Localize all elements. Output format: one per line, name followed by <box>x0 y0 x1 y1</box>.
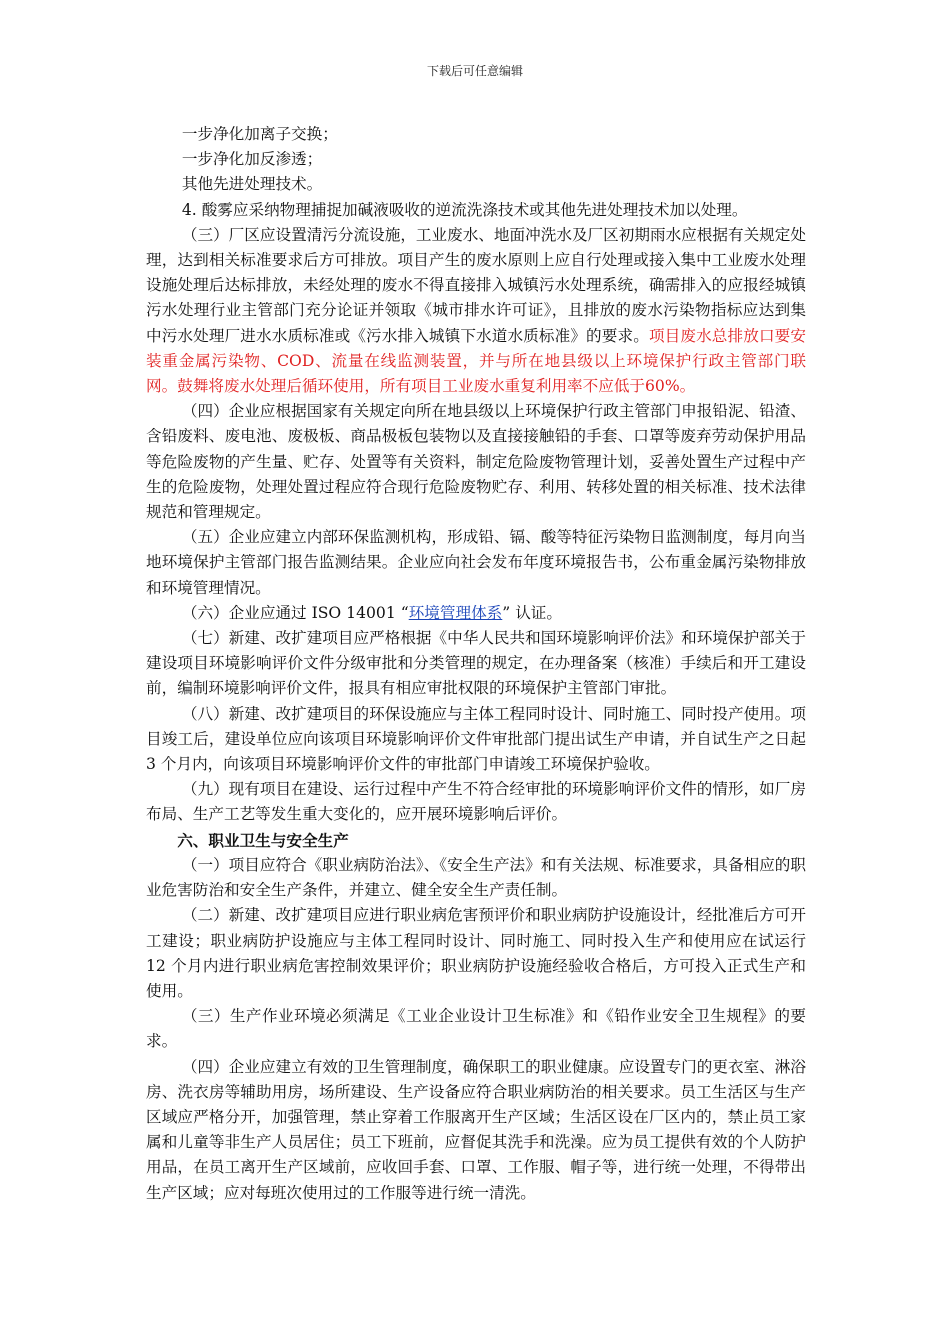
list-item: 4. 酸雾应采纳物理捕捉加碱液吸收的逆流洗涤技术或其他先进处理技术加以处理。 <box>181 200 748 219</box>
paragraph-occupational-law: （一）项目应符合《职业病防治法》、《安全生产法》和有关法规、标准要求，具备相应的职业危害防治和安全生产条件，并建立、健全安全生产责任制。 <box>146 855 806 900</box>
paragraph-monitoring: （五）企业应建立内部环保监测机构，形成铅、镉、酸等特征污染物日监测制度，每月向当地环境保护主管部门报告监测结果。企业应向社会发布年度环境报告书，公布重金属污染物排放和环境管理情况。 <box>146 528 806 597</box>
highlighted-text: 项目废水总排放口要安装重金属污染物、COD、流量在线监测装置，并与所在地县级以上环境保护行政主管部门联网。鼓舞将废水处理后循环使用，所有项目工业废水重复利用率不应低于60%。 <box>146 326 806 396</box>
paragraph-work-environment: （三）生产作业环境必须满足《工业企业设计卫生标准》和《铅作业安全卫生规程》的要求。 <box>146 1007 806 1051</box>
section-heading: 六、职业卫生与安全生产 <box>177 830 349 850</box>
paragraph-hygiene: （四）企业应建立有效的卫生管理制度，确保职工的职业健康。应设置专门的更衣室、淋浴房、洗衣房等辅助用房，场所建设、生产设备应符合职业病防治的相关要求。员工生活区与生产区域应严格分开，加强管理，禁止穿着工作服离开生产区域；生活区设在厂区内的，禁止员工家属和儿童等非生产人员居住；员工下班前，应督促其洗手和洗澡。应为员工提供有效的个人防护用品，在员工离开生产区域前，应收回手套、口罩、工作服、帽子等，进行统一处理，不得带出生产区域；应对每班次使用过的工作服等进行统一清洗。 <box>146 1057 806 1202</box>
paragraph-eia: （七）新建、改扩建项目应严格根据《中华人民共和国环境影响评价法》和环境保护部关于建设项目环境影响评价文件分级审批和分类管理的规定，在办理备案（核准）手续后和开工建设前，编制环境影响评价文件，报具有相应审批权限的环境保护主管部门审批。 <box>146 629 806 698</box>
paragraph-acceptance: （八）新建、改扩建项目的环保设施应与主体工程同时设计、同时施工、同时投产使用。项目竣工后，建设单位应向该项目环境影响评价文件审批部门提出试生产申请，并自试生产之日起 3 个月内，向该项目环境影响评价文件的审批部门申请竣工环境保护验收。 <box>146 704 806 774</box>
paragraph-post-evaluation: （九）现有项目在建设、运行过程中产生不符合经审批的环境影响评价文件的情形，如厂房布局、生产工艺等发生重大变化的，应开展环境影响后评价。 <box>146 780 806 824</box>
page-header: 下载后可任意编辑 <box>426 64 523 78</box>
list-item: 一步净化加离子交换； <box>181 125 338 143</box>
list-item: 其他先进处理技术。 <box>181 175 323 194</box>
paragraph-wastewater <box>146 223 806 399</box>
paragraph-hazardous-waste: （四）企业应根据国家有关规定向所在地县级以上环境保护行政主管部门申报铅泥、铅渣、含铅废料、废电池、废极板、商品极板包装物以及直接接触铅的手套、口罩等废弃劳动保护用品等危险废物的产生量、贮存、处置等有关资料，制定危险废物管理计划，妥善处置生产过程中产生的危险废物，处理处置过程应符合现行危险废物贮存、利用、转移处置的相关标准、技术法律规范和管理规定。 <box>146 402 806 522</box>
document-body <box>146 122 806 1206</box>
ems-link[interactable]: 环境管理体系 <box>408 603 503 622</box>
paragraph-text: （六）企业应通过 ISO 14001 “ <box>181 603 409 622</box>
paragraph-iso <box>146 601 806 626</box>
paragraph-occupational-design: （二）新建、改扩建项目应进行职业病危害预评价和职业病防护设施设计，经批准后方可开工建设；职业病防护设施应与主体工程同时设计、同时施工、同时投入生产和使用应在试运行 12 个月内进行职业病危害控制效果评价；职业病防护设施经验收合格后，方可投入正式生产和使用。 <box>146 906 806 1000</box>
paragraph-text: （三）厂区应设置清污分流设施，工业废水、地面冲洗水及厂区初期雨水应根据有关规定处理，达到相关标准要求后方可排放。项目产生的废水原则上应自行处理或接入集中工业废水处理设施处理后达标排放，未经处理的废水不得直接排入城镇污水处理系统，确需排入的应报经城镇污水处理行业主管部门充分论证并领取《城市排水许可证》，且排放的废水污染物指标应达到集中污水处理厂进水水质标准或《污水排入城镇下水道水质标准》的要求。 <box>146 225 806 345</box>
list-item: 一步净化加反渗透； <box>181 150 323 169</box>
paragraph-text: ” 认证。 <box>502 603 562 622</box>
